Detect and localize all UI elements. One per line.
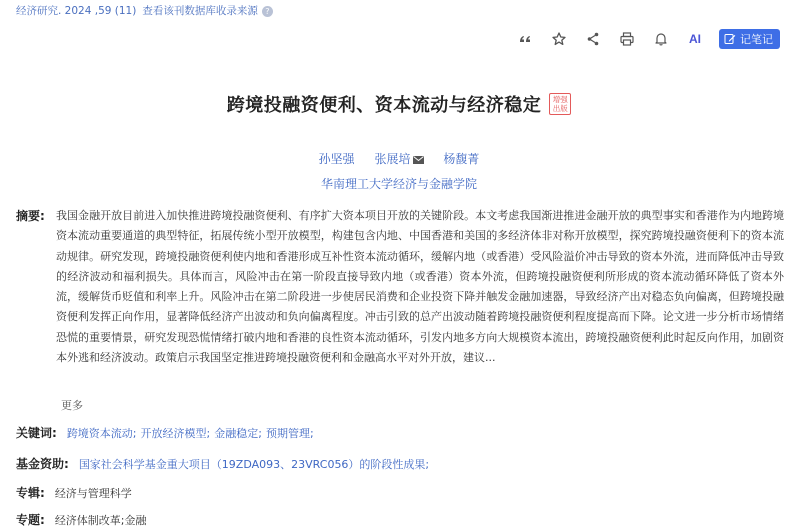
keywords-row [16, 424, 318, 441]
topic-label: 专题: [16, 513, 45, 526]
subject-row [16, 484, 132, 501]
top-bar [0, 0, 798, 22]
keywords-label: 关键词: [16, 426, 57, 440]
fund-link[interactable]: 国家社会科学基金重大项目（19ZDA093、23VRC056）的阶段性成果; [78, 458, 430, 471]
help-icon[interactable]: ? [262, 6, 273, 17]
journal-source [16, 3, 273, 18]
keyword-link[interactable]: 跨境资本流动; [66, 427, 137, 440]
more-button[interactable]: 更多 [61, 399, 83, 412]
ai-assistant-icon[interactable]: AI [689, 32, 701, 46]
fund-label: 基金资助: [16, 457, 69, 471]
bell-icon[interactable] [649, 27, 673, 51]
share-icon[interactable] [581, 27, 605, 51]
keyword-link[interactable]: 开放经济模型; [140, 427, 211, 440]
fund-row [16, 455, 429, 472]
topic-row [16, 511, 147, 526]
affiliation-link[interactable]: 华南理工大学经济与金融学院 [320, 177, 477, 191]
take-notes-button[interactable] [719, 29, 780, 49]
abstract-section [16, 206, 784, 368]
mail-icon[interactable] [413, 156, 424, 164]
journal-citation[interactable]: 经济研究. 2024 ,59 (11) [16, 5, 137, 17]
quote-icon[interactable] [513, 27, 537, 51]
subject-value: 经济与管理科学 [54, 487, 132, 500]
author-list [0, 150, 798, 167]
keyword-link[interactable]: 金融稳定; [214, 427, 262, 440]
subject-label: 专辑: [16, 486, 45, 500]
topic-value: 经济体制改革;金融 [54, 514, 147, 526]
abstract-label: 摘要: [16, 209, 45, 223]
database-source-link[interactable]: 查看该刊数据库收录来源 [142, 5, 258, 17]
author-link[interactable]: 张展培 [374, 152, 423, 166]
edit-icon [724, 33, 736, 45]
star-icon[interactable] [547, 27, 571, 51]
article-title: 跨境投融资便利、资本流动与经济稳定 [226, 95, 542, 116]
take-notes-label: 记笔记 [740, 33, 773, 46]
author-link[interactable]: 孙坚强 [318, 152, 355, 166]
enhanced-edition-badge[interactable]: 增强出版 [549, 93, 571, 115]
toolbar [503, 27, 780, 51]
print-icon[interactable] [615, 27, 639, 51]
keyword-link[interactable]: 预期管理; [265, 427, 314, 440]
author-link[interactable]: 杨馥菁 [443, 152, 480, 166]
title-row [0, 91, 798, 117]
abstract-text: 我国金融开放目前进入加快推进跨境投融资便利、有序扩大资本项目开放的关键阶段。本文考虑我国渐进推进金融开放的典型事实和香港作为内地跨境资本流动重要通道的典型特征，拓展传统小型开放模型，构建包含内地、中国香港和美国的多经济体非对称开放模型，探究跨境投融资便利下的资本流动规律。研究发现，跨境投融资便利使内地和香港形成互补性资本流动循环，缓解内地（或香港）受风险溢价冲击导致的资本外流，进而降低冲击导致的经济波动和福利损失。具体而言，风险冲击在第一阶段直接导致内地（或香港）资本外流，但跨境投融资便利所形成的资本流动循环降低了资本外流，缓解货币贬值和利率上升。风险冲击在第二阶段进一步使居民消费和企业投资下降并触发金融加速器，导致经济产出对稳态负向偏离，但跨境投融资便利发挥正向作用，显著降低经济产出波动和负向偏离程度。冲击引致的总产出波动随着跨境投融资便利程度提高而下降。论文进一步分析市场情绪恐慌的重要情景，研究发现恐慌情绪打破内地和香港的良性资本流动循环，引发内地多方向大规模资本流出，跨境投融资便利此时起反向作用，加剧资本外逃和经济波动。政策启示我国坚定推进跨境投融资便利和金融高水平对外开放，建议... [56, 209, 784, 365]
